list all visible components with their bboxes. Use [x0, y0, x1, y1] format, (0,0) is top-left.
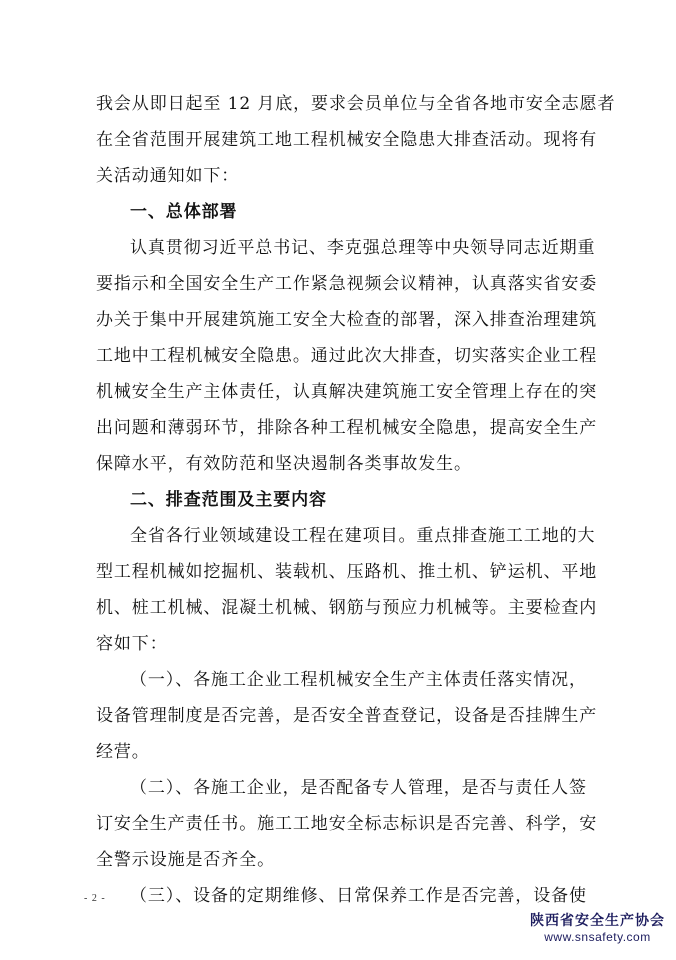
- section-heading-scope-and-content: 二、排查范围及主要内容: [130, 490, 327, 510]
- list-item-1-line: （一）、各施工企业工程机械安全生产主体责任落实情况，: [130, 670, 587, 690]
- body-line: 关活动通知如下：: [96, 166, 240, 186]
- section-heading-overall-deployment: 一、总体部署: [130, 202, 238, 222]
- body-line: 全警示设施是否齐全。: [96, 850, 275, 870]
- body-line: 设备管理制度是否完善，是否安全普查登记，设备是否挂牌生产: [96, 706, 598, 726]
- body-line: 经营。: [96, 742, 150, 762]
- body-line: 机械安全生产主体责任，认真解决建筑施工安全管理上存在的突: [96, 382, 598, 402]
- body-line: 工地中工程机械安全隐患。通过此次大排查，切实落实企业工程: [96, 346, 598, 366]
- body-line: 要指示和全国安全生产工作紧急视频会议精神，认真落实省安委: [96, 274, 598, 294]
- document-body: [96, 86, 616, 914]
- body-line: 办关于集中开展建筑施工安全大检查的部署，深入排查治理建筑: [96, 310, 598, 330]
- body-line: 出问题和薄弱环节，排除各种工程机械安全隐患，提高安全生产: [96, 418, 598, 438]
- body-line: 容如下：: [96, 634, 168, 654]
- body-line: 订安全生产责任书。施工工地安全标志标识是否完善、科学，安: [96, 814, 598, 834]
- list-item-2-line: （二）、各施工企业，是否配备专人管理，是否与责任人签: [130, 778, 587, 798]
- body-line: 在全省范围开展建筑工地工程机械安全隐患大排查活动。现将有: [96, 130, 598, 150]
- body-line: 机、桩工机械、混凝土机械、钢筋与预应力机械等。主要检查内: [96, 598, 598, 618]
- site-watermark: [530, 912, 665, 945]
- body-line: 型工程机械如挖掘机、装载机、压路机、推土机、铲运机、平地: [96, 562, 598, 582]
- watermark-site-url: www.snsafety.com: [544, 930, 651, 944]
- watermark-org-name: 陕西省安全生产协会: [530, 913, 665, 929]
- body-line: 保障水平，有效防范和坚决遏制各类事故发生。: [96, 454, 472, 474]
- body-line: 我会从即日起至 12 月底，要求会员单位与全省各地市安全志愿者: [96, 94, 616, 114]
- body-line: 全省各行业领域建设工程在建项目。重点排查施工工地的大: [130, 526, 596, 546]
- page-number: - 2 -: [84, 893, 106, 904]
- body-line: 认真贯彻习近平总书记、李克强总理等中央领导同志近期重: [130, 238, 596, 258]
- list-item-3-line: （三）、设备的定期维修、日常保养工作是否完善，设备使: [130, 886, 587, 906]
